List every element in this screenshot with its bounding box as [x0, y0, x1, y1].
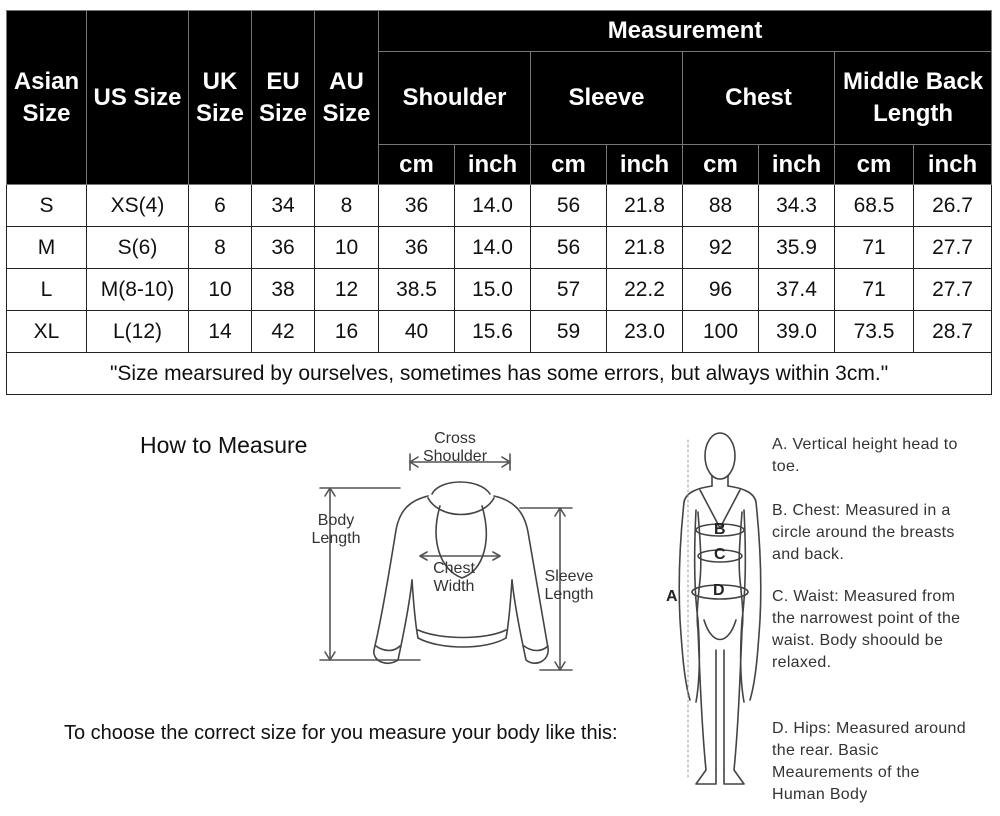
header-asian-size: Asian Size [7, 11, 87, 185]
table-cell: 36 [252, 227, 315, 269]
legend-item-a: A. Vertical height head to toe. [772, 436, 958, 475]
body-length-label: Body Length [311, 512, 361, 547]
table-cell: 14.0 [455, 185, 531, 227]
table-cell: 21.8 [607, 227, 683, 269]
legend-item-b: B. Chest: Measured in a circle around the breasts and back. [772, 502, 955, 563]
table-cell: 12 [315, 269, 379, 311]
table-cell: M [7, 227, 87, 269]
table-cell: 15.0 [455, 269, 531, 311]
table-cell: 21.8 [607, 185, 683, 227]
header-au-size: AU Size [315, 11, 379, 185]
header-shoulder: Shoulder [379, 52, 531, 145]
table-cell: 26.7 [914, 185, 992, 227]
table-cell: 39.0 [759, 311, 835, 353]
how-to-measure-title: How to Measure [140, 432, 308, 458]
header-measurement: Measurement [379, 11, 992, 52]
table-cell: 68.5 [835, 185, 914, 227]
table-cell: S(6) [87, 227, 189, 269]
instruction-text: To choose the correct size for you measure your body like this: [64, 722, 618, 744]
sleeve-length-label: Sleeve Length [544, 568, 594, 603]
table-cell: 36 [379, 185, 455, 227]
unit-cm: cm [683, 145, 759, 185]
table-cell: 16 [315, 311, 379, 353]
table-cell: 15.6 [455, 311, 531, 353]
table-cell: 34.3 [759, 185, 835, 227]
table-cell: 35.9 [759, 227, 835, 269]
table-cell: 96 [683, 269, 759, 311]
table-cell: 10 [189, 269, 252, 311]
table-cell: 92 [683, 227, 759, 269]
table-cell: 8 [315, 185, 379, 227]
letter-a: A [666, 588, 678, 605]
table-cell: 38 [252, 269, 315, 311]
table-cell: 73.5 [835, 311, 914, 353]
table-cell: XL [7, 311, 87, 353]
table-cell: S [7, 185, 87, 227]
table-cell: M(8-10) [87, 269, 189, 311]
cross-shoulder-label: Cross Shoulder [422, 430, 488, 465]
table-cell: 71 [835, 269, 914, 311]
table-cell: 27.7 [914, 227, 992, 269]
header-uk-size: UK Size [189, 11, 252, 185]
table-cell: 10 [315, 227, 379, 269]
table-cell: 42 [252, 311, 315, 353]
table-cell: 37.4 [759, 269, 835, 311]
table-cell: 28.7 [914, 311, 992, 353]
table-cell: 71 [835, 227, 914, 269]
table-cell: L(12) [87, 311, 189, 353]
unit-inch: inch [455, 145, 531, 185]
unit-inch: inch [914, 145, 992, 185]
table-cell: 38.5 [379, 269, 455, 311]
table-cell: 57 [531, 269, 607, 311]
table-cell: 23.0 [607, 311, 683, 353]
table-cell: 6 [189, 185, 252, 227]
body-figure-drawing [679, 433, 761, 784]
unit-cm: cm [835, 145, 914, 185]
header-sleeve: Sleeve [531, 52, 683, 145]
unit-cm: cm [379, 145, 455, 185]
letter-c: C [714, 546, 726, 563]
table-cell: 22.2 [607, 269, 683, 311]
table-cell: 40 [379, 311, 455, 353]
table-cell: 36 [379, 227, 455, 269]
legend-item-c: C. Waist: Measured from the narrowest point of the waist. Body shoould be relaxed. [772, 588, 961, 671]
header-chest: Chest [683, 52, 835, 145]
header-us-size: US Size [87, 11, 189, 185]
table-cell: 59 [531, 311, 607, 353]
unit-cm: cm [531, 145, 607, 185]
table-cell: 8 [189, 227, 252, 269]
table-cell: XS(4) [87, 185, 189, 227]
measurement-note: "Size mearsured by ourselves, sometimes has some errors, but always within 3cm." [7, 353, 992, 395]
unit-inch: inch [759, 145, 835, 185]
header-middle-back-length: Middle Back Length [835, 52, 992, 145]
chest-width-label: Chest Width [433, 560, 475, 595]
legend-item-d: D. Hips: Measured around the rear. Basic Meaurements of the Human Body [772, 720, 966, 803]
table-cell: 56 [531, 185, 607, 227]
table-cell: 56 [531, 227, 607, 269]
table-cell: 14 [189, 311, 252, 353]
letter-d: D [713, 582, 725, 599]
table-cell: 14.0 [455, 227, 531, 269]
unit-inch: inch [607, 145, 683, 185]
letter-b: B [714, 521, 726, 538]
table-cell: 100 [683, 311, 759, 353]
table-cell: L [7, 269, 87, 311]
table-cell: 34 [252, 185, 315, 227]
header-eu-size: EU Size [252, 11, 315, 185]
table-cell: 88 [683, 185, 759, 227]
table-cell: 27.7 [914, 269, 992, 311]
chest-width-arrow [420, 552, 500, 560]
